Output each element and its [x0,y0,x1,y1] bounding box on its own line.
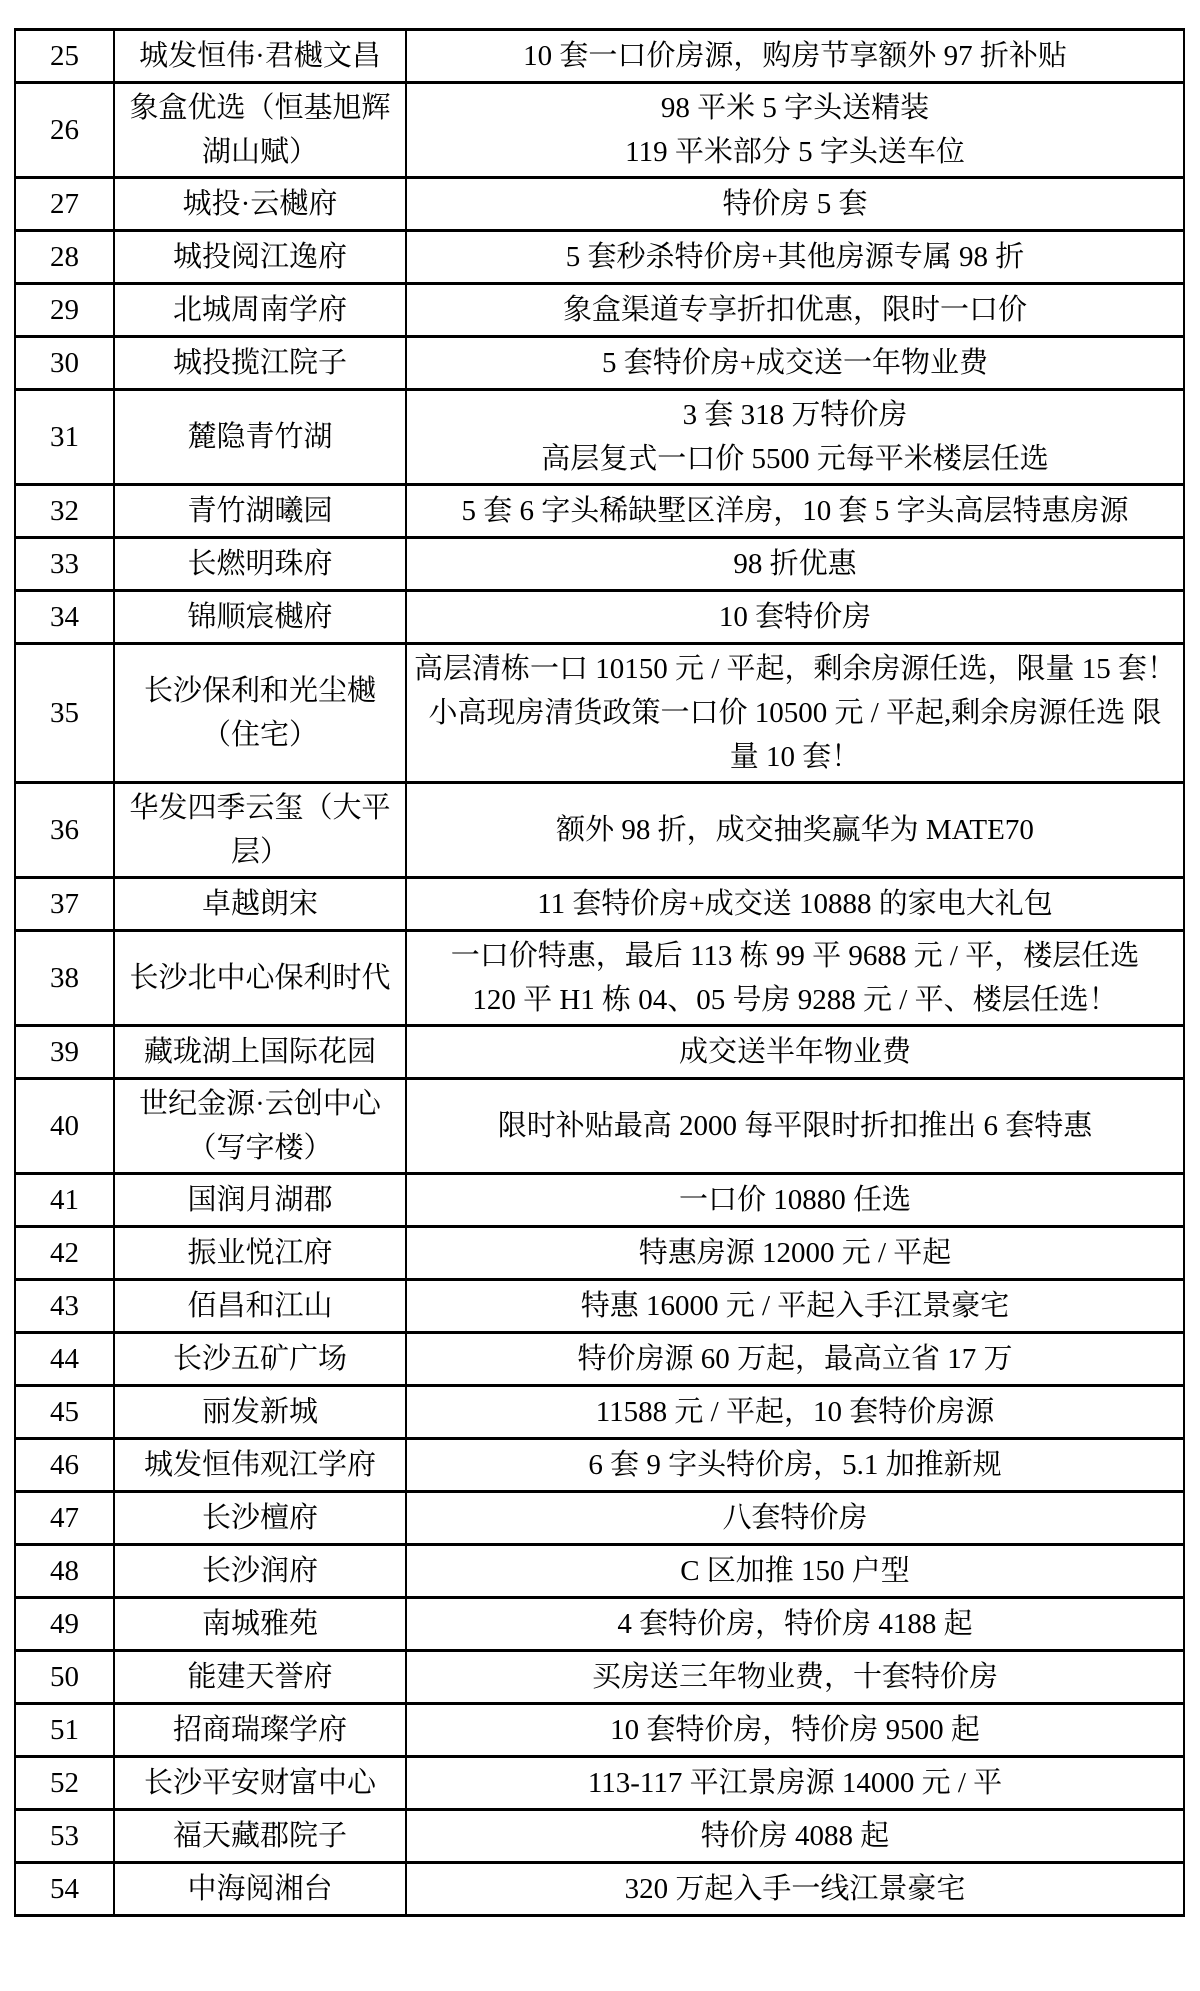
row-number: 43 [15,1280,114,1333]
promotion-desc-line: 特价房 4088 起 [700,1820,890,1852]
promotion-desc-cell [406,591,1184,644]
table-row [15,1598,1184,1651]
property-name-line: 南城雅苑 [201,1608,318,1640]
promotions-table-body [15,30,1184,1916]
promotion-desc-line: 限时补贴最高 2000 每平限时折扣推出 6 套特惠 [497,1110,1093,1142]
promotion-desc-cell [406,485,1184,538]
promotion-desc-cell [406,1757,1184,1810]
property-name-line: 城投阅江逸府 [172,241,347,273]
promotion-desc-line: 额外 98 折，成交抽奖赢华为 MATE70 [556,814,1034,846]
promotion-desc-line: 11 套特价房+成交送 10888 的家电大礼包 [537,888,1053,920]
promotion-desc-line: 3 套 318 万特价房 [682,399,908,431]
table-row [15,337,1184,390]
table-row [15,1545,1184,1598]
row-number: 36 [15,783,114,878]
row-number: 33 [15,538,114,591]
promotion-desc-cell [406,1651,1184,1704]
promotion-desc-line: 象盒渠道专享折扣优惠，限时一口价 [562,294,1027,326]
property-name-line: 振业悦江府 [187,1237,333,1269]
table-row [15,485,1184,538]
row-number: 44 [15,1333,114,1386]
promotion-desc-cell [406,1333,1184,1386]
promotion-desc-cell [406,1079,1184,1174]
table-row [15,1439,1184,1492]
row-number: 38 [15,931,114,1026]
table-row [15,231,1184,284]
property-name-cell [114,231,406,284]
row-number: 53 [15,1810,114,1863]
promotion-desc-line: 320 万起入手一线江景豪宅 [624,1873,966,1905]
promotion-desc-line: 5 套特价房+成交送一年物业费 [601,347,989,379]
property-name-line: 藏珑湖上国际花园 [143,1036,376,1068]
promotions-table [14,28,1185,1917]
property-name-line: 中海阅湘台 [187,1873,333,1905]
table-row [15,83,1184,178]
row-number: 45 [15,1386,114,1439]
property-name-cell [114,878,406,931]
promotion-desc-cell [406,284,1184,337]
promotion-desc-line: 113-117 平江景房源 14000 元 / 平 [587,1767,1003,1799]
row-number: 34 [15,591,114,644]
property-name-cell [114,591,406,644]
promotion-desc-cell [406,1598,1184,1651]
promotion-desc-line: 6 套 9 字头特价房，5.1 加推新规 [588,1449,1002,1481]
promotion-desc-line: 120 平 H1 栋 04、05 号房 9288 元 / 平、楼层任选！ [472,984,1118,1016]
promotion-desc-line: 特价房 5 套 [722,188,868,220]
promotion-desc-cell [406,1810,1184,1863]
promotion-desc-cell [406,390,1184,485]
property-name-cell [114,538,406,591]
table-row [15,783,1184,878]
row-number: 25 [15,30,114,83]
promotion-desc-line: 特惠房源 12000 元 / 平起 [638,1237,952,1269]
property-name-line: 象盒优选（恒基旭辉 [129,92,391,124]
property-name-cell [114,1386,406,1439]
table-row [15,390,1184,485]
row-number: 41 [15,1174,114,1227]
promotion-desc-cell [406,1386,1184,1439]
table-row [15,1651,1184,1704]
promotion-desc-line: 量 10 套！ [729,741,861,773]
row-number: 39 [15,1026,114,1079]
promotion-desc-cell [406,337,1184,390]
promotion-desc-line: 119 平米部分 5 字头送车位 [625,136,965,168]
property-name-line: 湖山赋） [201,136,318,168]
table-row [15,178,1184,231]
property-name-line: 福天藏郡院子 [172,1820,347,1852]
promotion-desc-line: 10 套特价房 [718,601,872,633]
row-number: 47 [15,1492,114,1545]
property-name-line: 华发四季云玺（大平 [129,792,391,824]
property-name-line: 长沙润府 [201,1555,318,1587]
property-name-line: 长沙北中心保利时代 [129,962,391,994]
promotion-desc-line: 11588 元 / 平起，10 套特价房源 [595,1396,995,1428]
row-number: 35 [15,644,114,783]
property-name-cell [114,1598,406,1651]
table-row [15,1492,1184,1545]
promotion-desc-line: 特价房源 60 万起，最高立省 17 万 [577,1343,1013,1375]
table-row [15,1704,1184,1757]
property-name-line: 锦顺宸樾府 [187,601,333,633]
row-number: 30 [15,337,114,390]
table-row [15,931,1184,1026]
promotion-desc-line: 高层复式一口价 5500 元每平米楼层任选 [541,443,1049,475]
property-name-cell [114,1651,406,1704]
promotion-desc-cell [406,644,1184,783]
promotion-desc-line: 买房送三年物业费，十套特价房 [591,1661,998,1693]
property-name-cell [114,1810,406,1863]
row-number: 49 [15,1598,114,1651]
row-number: 48 [15,1545,114,1598]
promotion-desc-line: 一口价 10880 任选 [678,1184,911,1216]
table-row [15,591,1184,644]
promotion-desc-line: 10 套特价房，特价房 9500 起 [610,1714,980,1746]
property-name-line: 世纪金源·云创中心 [139,1088,381,1120]
promotion-desc-cell [406,1439,1184,1492]
row-number: 37 [15,878,114,931]
property-name-cell [114,644,406,783]
promotion-desc-line: 98 平米 5 字头送精装 [660,92,930,124]
property-name-line: 丽发新城 [201,1396,318,1428]
row-number: 32 [15,485,114,538]
property-name-line: 佰昌和江山 [187,1290,333,1322]
row-number: 29 [15,284,114,337]
table-row [15,1026,1184,1079]
property-name-cell [114,83,406,178]
promotion-desc-cell [406,1026,1184,1079]
property-name-line: 国润月湖郡 [187,1184,333,1216]
row-number: 54 [15,1863,114,1916]
row-number: 46 [15,1439,114,1492]
property-name-cell [114,1863,406,1916]
promotion-desc-cell [406,878,1184,931]
promotion-desc-line: 5 套秒杀特价房+其他房源专属 98 折 [565,241,1025,273]
property-name-line: （住宅） [201,719,318,751]
property-name-cell [114,1757,406,1810]
promotion-desc-cell [406,30,1184,83]
promotion-desc-line: 4 套特价房，特价房 4188 起 [617,1608,973,1640]
promotion-desc-line: 10 套一口价房源，购房节享额外 97 折补贴 [523,40,1067,72]
table-row [15,644,1184,783]
promotion-desc-cell [406,783,1184,878]
table-row [15,1079,1184,1174]
property-name-line: 招商瑞璨学府 [172,1714,347,1746]
promotion-desc-cell [406,931,1184,1026]
table-row [15,1280,1184,1333]
promotion-desc-line: 小高现房清货政策一口价 10500 元 / 平起,剩余房源任选 限 [428,697,1162,729]
property-name-cell [114,1333,406,1386]
property-name-cell [114,1492,406,1545]
table-row [15,1333,1184,1386]
row-number: 50 [15,1651,114,1704]
property-name-line: 麓隐青竹湖 [187,421,333,453]
property-name-cell [114,931,406,1026]
property-name-line: 长沙五矿广场 [172,1343,347,1375]
table-row [15,1174,1184,1227]
promotion-desc-line: 八套特价房 [722,1502,868,1534]
promotion-desc-cell [406,1704,1184,1757]
promotion-desc-line: 98 折优惠 [733,548,857,580]
row-number: 27 [15,178,114,231]
property-name-line: 长燃明珠府 [187,548,333,580]
row-number: 28 [15,231,114,284]
property-name-line: 城发恒伟·君樾文昌 [139,40,381,72]
property-name-line: 长沙檀府 [201,1502,318,1534]
property-name-line: 城投揽江院子 [172,347,347,379]
row-number: 31 [15,390,114,485]
row-number: 51 [15,1704,114,1757]
promotion-desc-cell [406,1280,1184,1333]
row-number: 52 [15,1757,114,1810]
property-name-line: 长沙保利和光尘樾 [143,675,376,707]
table-row [15,284,1184,337]
table-row [15,1227,1184,1280]
property-name-cell [114,178,406,231]
promotion-desc-line: 一口价特惠，最后 113 栋 99 平 9688 元 / 平，楼层任选 [450,940,1140,972]
promotion-desc-cell [406,178,1184,231]
property-name-cell [114,1439,406,1492]
property-name-cell [114,1079,406,1174]
promotion-desc-cell [406,231,1184,284]
property-name-cell [114,1545,406,1598]
promotion-desc-line: 高层清栋一口 10150 元 / 平起，剩余房源任选，限量 15 套！ [413,653,1177,685]
property-name-line: 能建天誉府 [187,1661,333,1693]
property-name-cell [114,284,406,337]
table-row [15,1863,1184,1916]
promotion-desc-cell [406,83,1184,178]
property-name-line: 城发恒伟观江学府 [143,1449,376,1481]
property-name-cell [114,1227,406,1280]
property-name-line: 层） [230,836,289,868]
table-row [15,878,1184,931]
table-row [15,1810,1184,1863]
promotion-desc-cell [406,538,1184,591]
property-name-cell [114,337,406,390]
property-name-line: 长沙平安财富中心 [143,1767,376,1799]
property-name-line: 城投·云樾府 [182,188,338,220]
property-name-cell [114,1280,406,1333]
promotion-desc-cell [406,1863,1184,1916]
promotion-desc-cell [406,1492,1184,1545]
property-name-cell [114,30,406,83]
property-name-cell [114,783,406,878]
property-name-line: 青竹湖曦园 [187,495,333,527]
table-row [15,1757,1184,1810]
promotion-desc-line: 成交送半年物业费 [678,1036,911,1068]
property-name-cell [114,1704,406,1757]
property-name-cell [114,1026,406,1079]
promotion-desc-line: C 区加推 150 户型 [680,1555,910,1587]
property-name-cell [114,1174,406,1227]
promotion-desc-line: 特惠 16000 元 / 平起入手江景豪宅 [580,1290,1010,1322]
row-number: 42 [15,1227,114,1280]
property-name-cell [114,485,406,538]
table-row [15,1386,1184,1439]
promotion-desc-cell [406,1227,1184,1280]
row-number: 40 [15,1079,114,1174]
row-number: 26 [15,83,114,178]
property-name-line: 卓越朗宋 [201,888,318,920]
promotion-desc-line: 5 套 6 字头稀缺墅区洋房，10 套 5 字头高层特惠房源 [461,495,1129,527]
property-name-cell [114,390,406,485]
property-name-line: 北城周南学府 [172,294,347,326]
promotion-desc-cell [406,1174,1184,1227]
table-row [15,30,1184,83]
property-name-line: （写字楼） [187,1132,333,1164]
promotion-desc-cell [406,1545,1184,1598]
table-row [15,538,1184,591]
